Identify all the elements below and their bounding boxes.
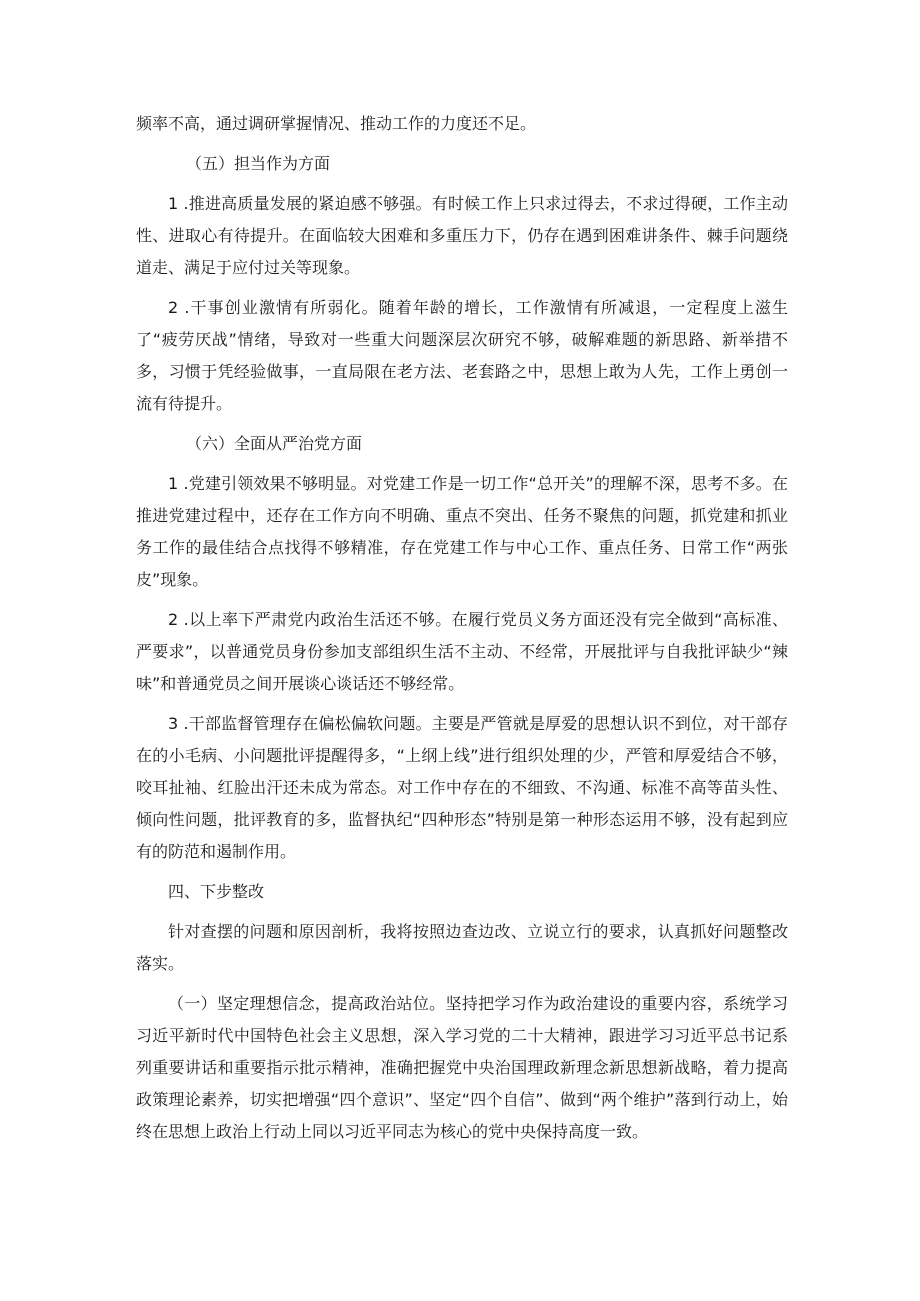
paragraph-gap bbox=[136, 596, 788, 604]
paragraph-continuation: 频率不高，通过调研掌握情况、推动工作的力度还不足。 bbox=[136, 114, 537, 133]
paragraph-gap bbox=[136, 140, 788, 148]
paragraph-gap bbox=[136, 284, 788, 292]
paragraph-item-5-2: 2 .干事创业激情有所弱化。随着年龄的增长，工作激情有所减退，一定程度上滋生了“疲劳厌战”情绪，导致对一些重大问题深层次研究不够，破解难题的新思路、新举措不多，习惯于凭经验做事，一直局限在老方法、老套路之中，思想上敢为人先，工作上勇创一流有待提升。 bbox=[136, 298, 788, 413]
document-page bbox=[136, 108, 788, 1148]
paragraph-gap bbox=[136, 700, 788, 708]
paragraph-gap bbox=[136, 180, 788, 188]
paragraph-gap bbox=[136, 460, 788, 468]
paragraph-item-6-3: 3 .干部监督管理存在偏松偏软问题。主要是严管就是厚爱的思想认识不到位，对干部存在的小毛病、小问题批评提醒得多，“上纲上线”进行组织处理的少，严管和厚爱结合不够，咬耳扯袖、红脸出汗还未成为常态。对工作中存在的不细致、不沟通、标准不高等苗头性、倾向性问题，批评教育的多，监督执纪“四种形态”特别是第一种形态运用不够，没有起到应有的防范和遏制作用。 bbox=[136, 714, 788, 861]
paragraph-item-6-2: 2 .以上率下严肃党内政治生活还不够。在履行党员义务方面还没有完全做到“高标准、严要求”，以普通党员身份参加支部组织生活不主动、不经常，开展批评与自我批评缺少“辣味”和普通党员之间开展谈心谈话还不够经常。 bbox=[136, 610, 788, 693]
paragraph-item-6-1: 1 .党建引领效果不够明显。对党建工作是一切工作“总开关”的理解不深，思考不多。在推进党建过程中，还存在工作方向不明确、重点不突出、任务不聚焦的问题，抓党建和抓业务工作的最佳结合点找得不够精准，存在党建工作与中心工作、重点任务、日常工作“两张皮”现象。 bbox=[136, 474, 788, 589]
paragraph-gap bbox=[136, 980, 788, 988]
paragraph-intro: 针对查摆的问题和原因剖析，我将按照边查边改、立说立行的要求，认真抓好问题整改落实。 bbox=[136, 922, 788, 973]
section-heading-5: （五）担当作为方面 bbox=[186, 154, 331, 173]
paragraph-gap bbox=[136, 868, 788, 876]
paragraph-gap bbox=[136, 908, 788, 916]
chapter-heading-4: 四、下步整改 bbox=[168, 882, 265, 901]
paragraph-rectify-1: （一）坚定理想信念，提高政治站位。坚持把学习作为政治建设的重要内容，系统学习习近平新时代中国特色社会主义思想，深入学习党的二十大精神，跟进学习习近平总书记系列重要讲话和重要指示批示精神，准确把握党中央治国理政新理念新思想新战略，着力提高政策理论素养，切实把增强“四个意识”、坚定“四个自信”、做到“两个维护”落到行动上，始终在思想上政治上行动上同以习近平同志为核心的党中央保持高度一致。 bbox=[136, 994, 788, 1141]
section-heading-6: （六）全面从严治党方面 bbox=[186, 434, 363, 453]
paragraph-gap bbox=[136, 420, 788, 428]
paragraph-item-5-1: 1 .推进高质量发展的紧迫感不够强。有时候工作上只求过得去，不求过得硬，工作主动性、进取心有待提升。在面临较大困难和多重压力下，仍存在遇到困难讲条件、棘手问题绕道走、满足于应付过关等现象。 bbox=[136, 194, 788, 277]
